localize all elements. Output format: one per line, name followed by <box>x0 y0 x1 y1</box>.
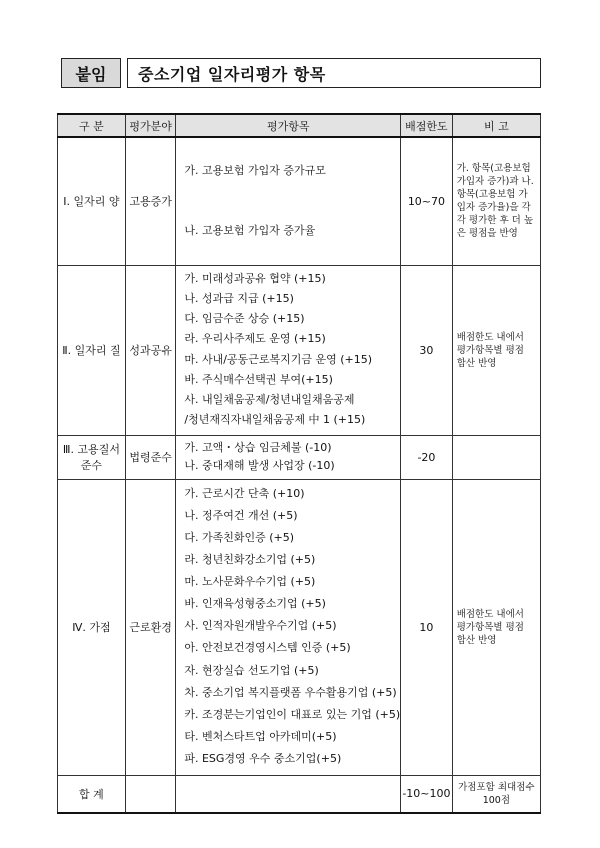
document-title: 중소기업 일자리평가 항목 <box>127 58 541 88</box>
evaluation-item: 다. 가족친화인증 (+5) <box>184 530 295 544</box>
evaluation-item: 사. 인적자원개발우수기업 (+5) <box>184 619 337 633</box>
table-row <box>58 479 541 775</box>
header-category: 구 분 <box>58 114 126 137</box>
row-field: 성과공유 <box>125 265 176 435</box>
evaluation-item: 타. 벤처스타트업 아카데미(+5) <box>184 730 337 744</box>
total-label: 합 계 <box>58 775 126 813</box>
evaluation-item: 차. 중소기업 복지플랫폼 우수활용기업 (+5) <box>184 685 397 699</box>
evaluation-item: 아. 안전보건경영시스템 인증 (+5) <box>184 641 351 655</box>
row-note: 배점한도 내에서 평가항목별 평점 합산 반영 <box>452 479 540 775</box>
total-note: 가점포함 최대점수 100점 <box>452 775 540 813</box>
evaluation-item: 파. ESG경영 우수 중소기업(+5) <box>184 752 342 766</box>
evaluation-item: 바. 인재육성형중소기업 (+5) <box>184 597 326 611</box>
table-header-row <box>58 114 541 137</box>
evaluation-item: 마. 노사문화우수기업 (+5) <box>184 575 316 589</box>
table-row <box>58 265 541 435</box>
row-score: 10~70 <box>401 137 453 265</box>
total-field <box>125 775 176 813</box>
evaluation-item: 가. 미래성과공유 협약 (+15) <box>184 271 326 285</box>
header-field: 평가분야 <box>125 114 176 137</box>
row-field: 법령준수 <box>125 435 176 479</box>
evaluation-item: 카. 조경분는기업인이 대표로 있는 기업 (+5) <box>184 707 401 721</box>
row-field: 근로환경 <box>125 479 176 775</box>
evaluation-item: 마. 사내/공동근로복지기금 운영 (+15) <box>184 352 372 366</box>
row-score: 30 <box>401 265 453 435</box>
evaluation-item: 나. 정주여건 개선 (+5) <box>184 508 298 522</box>
row-items <box>176 265 401 435</box>
evaluation-item: 사. 내일채움공제/청년내일채움공제 <box>184 393 355 406</box>
row-score: 10 <box>401 479 453 775</box>
evaluation-table <box>57 113 541 814</box>
row-category: Ⅲ. 고용질서 준수 <box>58 435 126 479</box>
header-score: 배점한도 <box>401 114 453 137</box>
row-score: -20 <box>401 435 453 479</box>
evaluation-item: 나. 성과급 지급 (+15) <box>184 291 294 305</box>
evaluation-item: 라. 청년친화강소기업 (+5) <box>184 552 316 566</box>
row-items <box>176 479 401 775</box>
attachment-tag: 붙임 <box>61 58 121 88</box>
row-category: Ⅰ. 일자리 양 <box>58 137 126 265</box>
evaluation-item: 바. 주식매수선택권 부여(+15) <box>184 372 333 386</box>
evaluation-item: 나. 고용보험 가입자 증가율 <box>184 224 316 237</box>
table-row <box>58 435 541 479</box>
evaluation-item: 가. 근로시간 단축 (+10) <box>184 486 305 500</box>
header-items: 평가항목 <box>176 114 401 137</box>
evaluation-item: 라. 우리사주제도 운영 (+15) <box>184 332 326 346</box>
evaluation-item: 가. 고액・상습 임금체불 (-10) <box>184 440 332 454</box>
row-category: Ⅳ. 가점 <box>58 479 126 775</box>
header-note: 비 고 <box>452 114 540 137</box>
row-items <box>176 435 401 479</box>
row-note <box>452 435 540 479</box>
row-field: 고용증가 <box>125 137 176 265</box>
row-items <box>176 137 401 265</box>
total-items <box>176 775 401 813</box>
total-score: -10~100 <box>401 775 453 813</box>
title-bar <box>61 58 541 88</box>
evaluation-item: /청년재직자내일채움공제 中 1 (+15) <box>184 413 366 427</box>
row-note: 가. 항목(고용보험 가입자 증가)과 나. 항목(고용보험 가입자 증가율)을 각각 평가한 후 더 높은 평점을 반영 <box>452 137 540 265</box>
total-row <box>58 775 541 813</box>
evaluation-item: 자. 현장실습 선도기업 (+5) <box>184 663 319 677</box>
evaluation-item: 다. 임금수준 상승 (+15) <box>184 312 305 325</box>
row-category: Ⅱ. 일자리 질 <box>58 265 126 435</box>
table-row <box>58 137 541 265</box>
evaluation-item: 나. 중대재해 발생 사업장 (-10) <box>184 458 335 472</box>
row-note: 배점한도 내에서 평가항목별 평점 합산 반영 <box>452 265 540 435</box>
evaluation-item: 가. 고용보험 가입자 증가규모 <box>184 164 326 177</box>
